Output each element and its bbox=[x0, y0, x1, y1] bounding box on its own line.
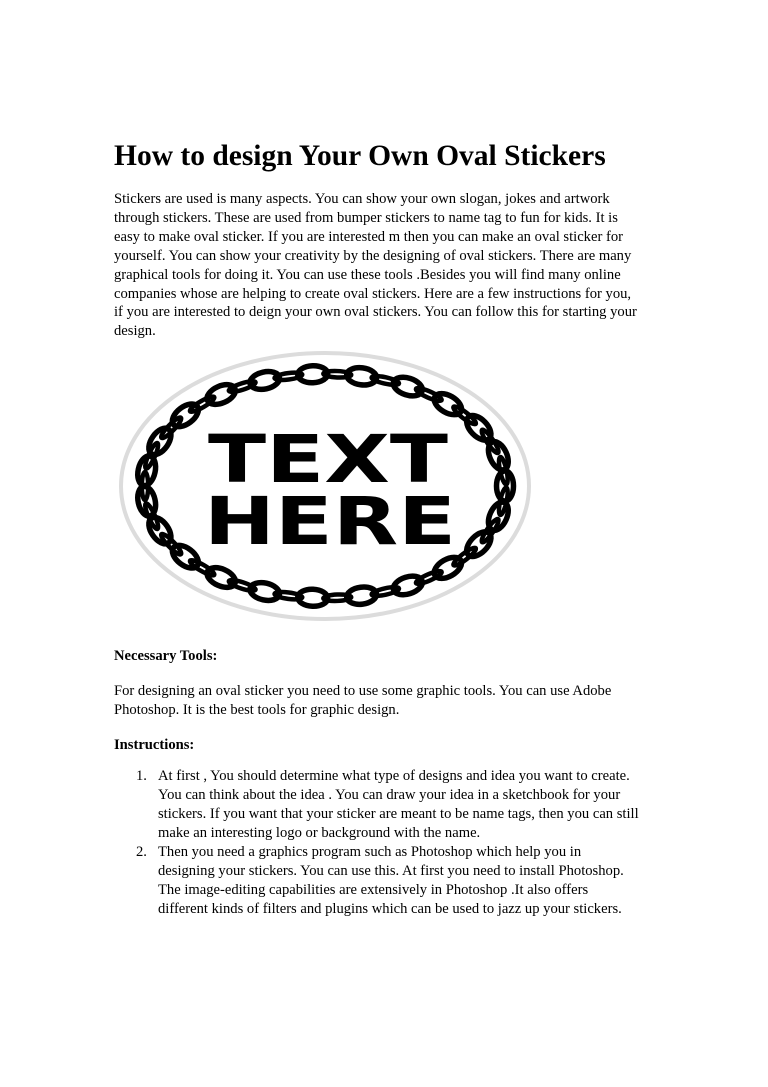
intro-line: Stickers are used is many aspects. You can show your own slogan, jokes and artwork bbox=[114, 191, 610, 207]
step-number: 2. bbox=[136, 844, 147, 860]
instruction-step bbox=[114, 843, 674, 919]
tools-line: For designing an oval sticker you need to use some graphic tools. You can use Adobe bbox=[114, 683, 612, 699]
intro-line: easy to make oval sticker. If you are interested m then you can make an oval sticker for bbox=[114, 228, 623, 245]
step-line: stickers. If you want that your sticker are meant to be name tags, then you can still bbox=[158, 806, 639, 822]
step-line: different kinds of filters and plugins which can be used to jazz up your stickers. bbox=[158, 901, 622, 917]
instructions-list bbox=[114, 767, 674, 919]
tools-heading: Necessary Tools: bbox=[114, 648, 218, 664]
intro-line: yourself. You can show your creativity by the designing of oval stickers. There are many bbox=[114, 247, 632, 264]
step-line: Then you need a graphics program such as Photoshop which help you in bbox=[158, 844, 582, 860]
page-title: How to design Your Own Oval Stickers bbox=[114, 140, 606, 172]
step-line: make an interesting logo or background with the name. bbox=[158, 825, 481, 841]
step-line: You can think about the idea . You can draw your idea in a sketchbook for your bbox=[158, 787, 621, 803]
intro-line: if you are interested to deign your own oval stickers. You can follow this for starting your bbox=[114, 304, 637, 321]
sticker-text-line-1: TEXT bbox=[208, 421, 448, 498]
intro-line: graphical tools for doing it. You can use these tools .Besides you will find many online bbox=[114, 266, 621, 283]
instructions-heading: Instructions: bbox=[114, 737, 195, 753]
step-line: The image-editing capabilities are extensively in Photoshop .It also offers bbox=[158, 882, 589, 898]
tools-line: Photoshop. It is the best tools for graphic design. bbox=[114, 701, 400, 718]
step-number: 1. bbox=[136, 768, 147, 784]
intro-paragraph bbox=[114, 190, 674, 341]
intro-line: design. bbox=[114, 323, 156, 340]
oval-sticker-graphic bbox=[114, 345, 536, 627]
intro-line: through stickers. These are used from bumper stickers to name tag to fun for kids. It is bbox=[114, 209, 618, 226]
intro-line: companies whose are helping to create oval stickers. Here are a few instructions for you, bbox=[114, 285, 632, 302]
sticker-text-line-2: HERE bbox=[204, 483, 456, 560]
instruction-step bbox=[114, 767, 674, 843]
tools-paragraph bbox=[114, 682, 674, 720]
step-line: designing your stickers. You can use this. At first you need to install Photoshop. bbox=[158, 863, 624, 879]
oval-sticker-image bbox=[114, 345, 536, 627]
step-line: At first , You should determine what type of designs and idea you want to create. bbox=[158, 768, 630, 784]
